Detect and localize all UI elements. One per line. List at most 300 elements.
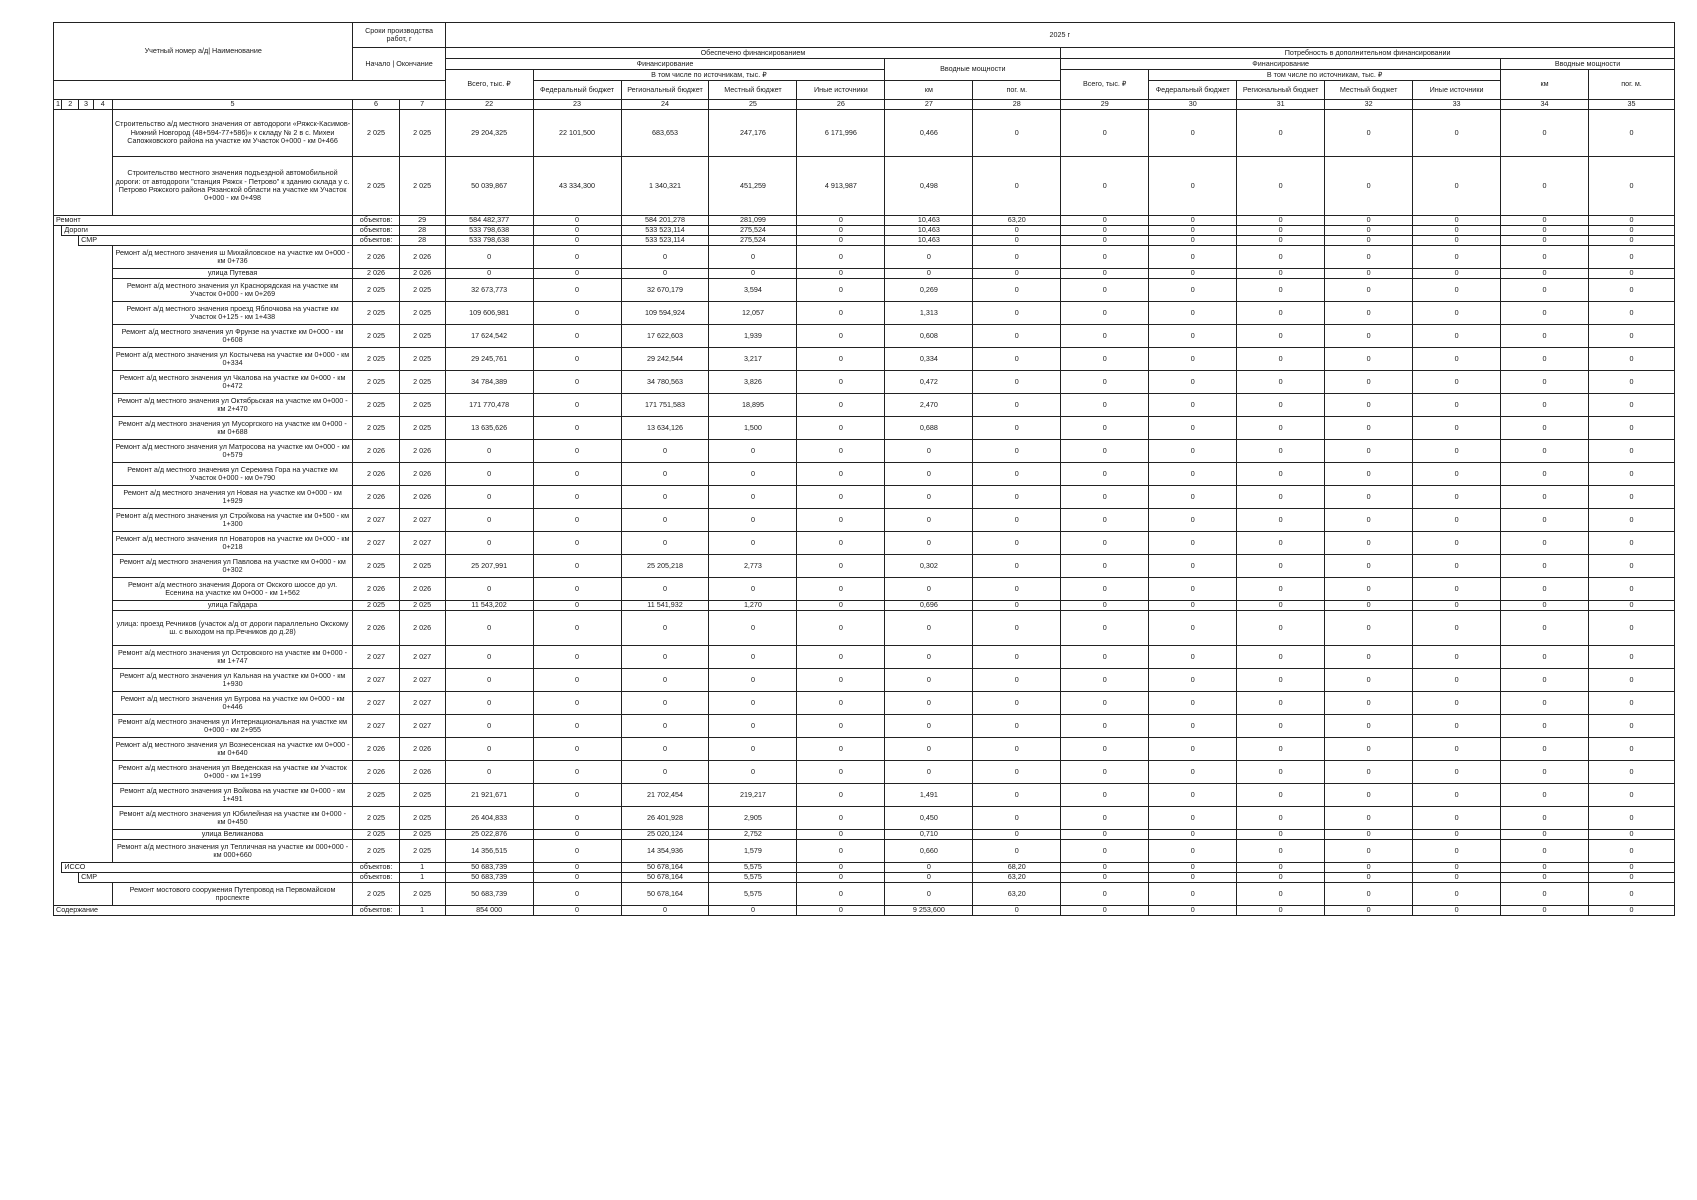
value-cell: 0: [1501, 646, 1589, 669]
need-total-header: Всего, тыс. ₽: [1061, 70, 1149, 100]
indent-cell: [54, 302, 113, 325]
value-cell: 0: [533, 555, 621, 578]
value-cell: 0: [885, 578, 973, 601]
value-cell: 0: [1149, 371, 1237, 394]
value-cell: 0: [797, 269, 885, 279]
value-cell: 0: [797, 226, 885, 236]
value-cell: 0: [973, 646, 1061, 669]
end-cell: 29: [399, 216, 445, 226]
start-cell: 2 025: [353, 883, 399, 906]
value-cell: 0: [1061, 883, 1149, 906]
table-row: [54, 578, 1675, 601]
value-cell: 3,826: [709, 371, 797, 394]
end-cell: 2 027: [399, 669, 445, 692]
value-cell: 0: [1325, 840, 1413, 863]
indent-cell: [54, 269, 113, 279]
indent-cell: [54, 279, 113, 302]
value-cell: 0: [1501, 830, 1589, 840]
start-cell: 2 025: [353, 417, 399, 440]
value-cell: 0: [1325, 738, 1413, 761]
value-cell: 0: [1325, 807, 1413, 830]
value-cell: 0: [533, 715, 621, 738]
value-cell: 0: [1325, 669, 1413, 692]
value-cell: 0: [885, 509, 973, 532]
value-cell: 1,313: [885, 302, 973, 325]
end-cell: 1: [399, 906, 445, 916]
value-cell: 0: [1413, 883, 1501, 906]
value-cell: 0: [1501, 738, 1589, 761]
value-cell: 0: [533, 236, 621, 246]
value-cell: 0: [1237, 611, 1325, 646]
start-cell: 2 025: [353, 110, 399, 157]
value-cell: 0: [621, 738, 709, 761]
value-cell: 0: [1413, 246, 1501, 269]
value-cell: 0: [1325, 236, 1413, 246]
secured-local-header: Местный бюджет: [709, 81, 797, 100]
value-cell: 0: [1589, 578, 1675, 601]
table-row: [54, 883, 1675, 906]
value-cell: 0: [1589, 325, 1675, 348]
value-cell: 0: [1325, 302, 1413, 325]
table-row: [54, 555, 1675, 578]
start-cell: 2 026: [353, 463, 399, 486]
end-cell: 2 027: [399, 692, 445, 715]
value-cell: 0: [445, 246, 533, 269]
value-cell: 0: [1149, 532, 1237, 555]
object-name: Ремонт а/д местного значения ул Войкова на участке км 0+000 - км 1+491: [112, 784, 353, 807]
value-cell: 0: [1237, 236, 1325, 246]
value-cell: 0: [445, 669, 533, 692]
value-cell: 0: [1413, 236, 1501, 246]
value-cell: 21 702,454: [621, 784, 709, 807]
indent-cell: [54, 417, 113, 440]
value-cell: 25 207,991: [445, 555, 533, 578]
value-cell: 0: [797, 348, 885, 371]
value-cell: 0: [1501, 509, 1589, 532]
col-number: 6: [353, 100, 399, 110]
value-cell: 0: [1149, 807, 1237, 830]
value-cell: 171 751,583: [621, 394, 709, 417]
value-cell: 219,217: [709, 784, 797, 807]
secured-financing-header: Финансирование: [445, 59, 885, 70]
value-cell: 0: [1061, 840, 1149, 863]
value-cell: 0: [1589, 863, 1675, 873]
value-cell: 0: [1501, 715, 1589, 738]
value-cell: 1,579: [709, 840, 797, 863]
value-cell: 0: [1061, 325, 1149, 348]
value-cell: 0: [1325, 532, 1413, 555]
value-cell: 0: [1237, 532, 1325, 555]
object-name: Ремонт а/д местного значения Дорога от Окского шоссе до ул. Есенина на участке км 0+000 - км 1+562: [112, 578, 353, 601]
value-cell: 0: [533, 669, 621, 692]
table-row: [54, 840, 1675, 863]
value-cell: 0: [1501, 226, 1589, 236]
table-row: [54, 611, 1675, 646]
start-cell: 2 025: [353, 279, 399, 302]
value-cell: 0: [445, 509, 533, 532]
col-number: 7: [399, 100, 445, 110]
value-cell: 0: [885, 440, 973, 463]
group-row: [54, 226, 1675, 236]
value-cell: 0: [445, 532, 533, 555]
value-cell: 0: [797, 440, 885, 463]
value-cell: 0: [1061, 417, 1149, 440]
value-cell: 0: [1149, 883, 1237, 906]
value-cell: 0: [1413, 906, 1501, 916]
indent-cell: [54, 692, 113, 715]
group-row: [54, 873, 1675, 883]
value-cell: 0: [621, 246, 709, 269]
value-cell: 0: [1501, 555, 1589, 578]
value-cell: 0: [973, 394, 1061, 417]
value-cell: 26 401,928: [621, 807, 709, 830]
value-cell: 0: [1501, 110, 1589, 157]
value-cell: 0: [973, 417, 1061, 440]
value-cell: 0: [973, 246, 1061, 269]
value-cell: 0: [1413, 532, 1501, 555]
value-cell: 0: [1061, 830, 1149, 840]
col-number: 29: [1061, 100, 1149, 110]
secured-other-header: Иные источники: [797, 81, 885, 100]
value-cell: 0: [797, 216, 885, 226]
value-cell: 0: [445, 486, 533, 509]
start-cell: объектов:: [353, 226, 399, 236]
value-cell: 0: [1413, 417, 1501, 440]
value-cell: 0: [1237, 807, 1325, 830]
indent-cell: [54, 873, 79, 883]
value-cell: 0: [533, 863, 621, 873]
value-cell: 0: [1413, 578, 1501, 601]
value-cell: 0: [621, 486, 709, 509]
table-row: [54, 715, 1675, 738]
start-cell: объектов:: [353, 906, 399, 916]
value-cell: 0: [1325, 761, 1413, 784]
group-row: [54, 216, 1675, 226]
value-cell: 0: [1237, 883, 1325, 906]
value-cell: 0: [1501, 669, 1589, 692]
value-cell: 0: [885, 463, 973, 486]
start-cell: 2 025: [353, 157, 399, 216]
value-cell: 0: [445, 440, 533, 463]
value-cell: 0: [797, 601, 885, 611]
value-cell: 0: [1501, 873, 1589, 883]
object-name: улица Путевая: [112, 269, 353, 279]
value-cell: 0: [973, 669, 1061, 692]
value-cell: 0: [797, 873, 885, 883]
end-cell: 2 025: [399, 601, 445, 611]
end-cell: 2 026: [399, 486, 445, 509]
value-cell: 1,270: [709, 601, 797, 611]
indent-cell: [54, 325, 113, 348]
value-cell: 0: [1237, 830, 1325, 840]
value-cell: 0: [1589, 761, 1675, 784]
value-cell: 0: [1061, 236, 1149, 246]
value-cell: 0: [1149, 863, 1237, 873]
value-cell: 0: [445, 463, 533, 486]
col-number: 25: [709, 100, 797, 110]
value-cell: 6 171,996: [797, 110, 885, 157]
indent-cell: [54, 863, 62, 873]
value-cell: 25 020,124: [621, 830, 709, 840]
value-cell: 10,463: [885, 226, 973, 236]
need-sources-header: В том числе по источникам, тыс. ₽: [1149, 70, 1501, 81]
indent-cell: [54, 611, 113, 646]
object-name: Ремонт а/д местного значения пл Новаторов на участке км 0+000 - км 0+218: [112, 532, 353, 555]
value-cell: 0: [1501, 440, 1589, 463]
value-cell: 0: [1149, 906, 1237, 916]
need-other-header: Иные источники: [1413, 81, 1501, 100]
value-cell: 10,463: [885, 236, 973, 246]
value-cell: 0: [1325, 157, 1413, 216]
value-cell: 0: [533, 784, 621, 807]
value-cell: 0: [1325, 279, 1413, 302]
secured-total-header: Всего, тыс. ₽: [445, 70, 533, 100]
value-cell: 0: [1237, 157, 1325, 216]
end-cell: 2 027: [399, 646, 445, 669]
value-cell: 0: [1149, 216, 1237, 226]
start-cell: 2 027: [353, 692, 399, 715]
value-cell: 0: [797, 246, 885, 269]
value-cell: 4 913,987: [797, 157, 885, 216]
secured-sources-header: В том числе по источникам, тыс. ₽: [533, 70, 885, 81]
end-cell: 2 025: [399, 830, 445, 840]
value-cell: 0: [1589, 807, 1675, 830]
end-cell: 2 025: [399, 371, 445, 394]
value-cell: 0: [885, 883, 973, 906]
secured-regional-header: Региональный бюджет: [621, 81, 709, 100]
value-cell: 0: [797, 509, 885, 532]
value-cell: 0: [533, 417, 621, 440]
value-cell: 0: [1325, 417, 1413, 440]
value-cell: 0: [533, 486, 621, 509]
end-cell: 2 026: [399, 440, 445, 463]
value-cell: 0: [1413, 216, 1501, 226]
value-cell: 0: [1501, 302, 1589, 325]
end-cell: 2 025: [399, 157, 445, 216]
value-cell: 0: [533, 371, 621, 394]
value-cell: 0: [1501, 279, 1589, 302]
start-cell: 2 025: [353, 371, 399, 394]
value-cell: 0: [1501, 883, 1589, 906]
value-cell: 0: [1149, 394, 1237, 417]
value-cell: 0: [1413, 157, 1501, 216]
value-cell: 0: [1061, 601, 1149, 611]
value-cell: 0: [533, 325, 621, 348]
indent-cell: [54, 669, 113, 692]
table-row: [54, 110, 1675, 157]
value-cell: 0: [1061, 246, 1149, 269]
value-cell: 0: [709, 532, 797, 555]
value-cell: 0: [1061, 486, 1149, 509]
value-cell: 0: [885, 669, 973, 692]
value-cell: 533 523,114: [621, 226, 709, 236]
value-cell: 0: [533, 463, 621, 486]
group-row: [54, 863, 1675, 873]
value-cell: 0: [533, 216, 621, 226]
value-cell: 63,20: [973, 873, 1061, 883]
value-cell: 0: [797, 669, 885, 692]
value-cell: 0: [1325, 873, 1413, 883]
value-cell: 0: [533, 246, 621, 269]
value-cell: 0: [973, 279, 1061, 302]
col-number: 27: [885, 100, 973, 110]
col-number: 2: [62, 100, 79, 110]
object-name: Ремонт а/д местного значения ул Тепличная на участке км 000+000 - км 000+660: [112, 840, 353, 863]
value-cell: 0: [1149, 440, 1237, 463]
end-cell: 1: [399, 873, 445, 883]
value-cell: 275,524: [709, 226, 797, 236]
value-cell: 0: [533, 348, 621, 371]
start-end-header: Начало | Окончание: [353, 48, 445, 81]
value-cell: 0: [621, 532, 709, 555]
value-cell: 0: [1149, 669, 1237, 692]
value-cell: 854 000: [445, 906, 533, 916]
value-cell: 22 101,500: [533, 110, 621, 157]
value-cell: 0: [1061, 692, 1149, 715]
table-row: [54, 463, 1675, 486]
value-cell: 0: [533, 873, 621, 883]
group-name: Дороги: [62, 226, 353, 236]
object-name: Ремонт а/д местного значения проезд Яблочкова на участке км Участок 0+125 - км 1+438: [112, 302, 353, 325]
value-cell: 0: [1325, 394, 1413, 417]
value-cell: 0: [621, 578, 709, 601]
object-name: Ремонт а/д местного значения ул Юбилейная на участке км 0+000 - км 0+450: [112, 807, 353, 830]
secured-pog-header: пог. м.: [973, 81, 1061, 100]
table-row: [54, 532, 1675, 555]
value-cell: 0: [1501, 761, 1589, 784]
value-cell: 0: [1589, 692, 1675, 715]
value-cell: 0: [1325, 348, 1413, 371]
value-cell: 0: [1061, 807, 1149, 830]
need-regional-header: Региональный бюджет: [1237, 81, 1325, 100]
value-cell: 584 482,377: [445, 216, 533, 226]
value-cell: 1,939: [709, 325, 797, 348]
value-cell: 5,575: [709, 873, 797, 883]
object-name: Ремонт а/д местного значения ул Чкалова на участке км 0+000 - км 0+472: [112, 371, 353, 394]
start-cell: 2 027: [353, 669, 399, 692]
value-cell: 0: [973, 692, 1061, 715]
value-cell: 0: [1149, 761, 1237, 784]
object-name: Ремонт а/д местного значения ул Краснорядская на участке км Участок 0+000 - км 0+269: [112, 279, 353, 302]
col-number: 34: [1501, 100, 1589, 110]
value-cell: 0: [973, 601, 1061, 611]
value-cell: 0: [973, 509, 1061, 532]
value-cell: 0,466: [885, 110, 973, 157]
start-cell: 2 027: [353, 646, 399, 669]
value-cell: 0: [1237, 761, 1325, 784]
indent-cell: [54, 157, 113, 216]
need-pog-header: пог. м.: [1589, 70, 1675, 100]
value-cell: 533 798,638: [445, 226, 533, 236]
value-cell: 0: [1589, 509, 1675, 532]
value-cell: 0: [1149, 279, 1237, 302]
start-cell: 2 025: [353, 601, 399, 611]
value-cell: 50 039,867: [445, 157, 533, 216]
value-cell: 0: [621, 269, 709, 279]
value-cell: 0: [885, 532, 973, 555]
end-cell: 2 025: [399, 394, 445, 417]
value-cell: 0: [1061, 532, 1149, 555]
value-cell: 0: [1149, 509, 1237, 532]
value-cell: 0: [1589, 784, 1675, 807]
value-cell: 0: [885, 873, 973, 883]
value-cell: 0: [1501, 325, 1589, 348]
end-cell: 2 025: [399, 807, 445, 830]
value-cell: 0: [533, 279, 621, 302]
need-federal-header: Федеральный бюджет: [1149, 81, 1237, 100]
value-cell: 0: [1589, 669, 1675, 692]
value-cell: 0: [1325, 906, 1413, 916]
value-cell: 0: [797, 646, 885, 669]
value-cell: 2,470: [885, 394, 973, 417]
value-cell: 0: [797, 692, 885, 715]
value-cell: 0: [1061, 715, 1149, 738]
object-name: Ремонт а/д местного значения ул Костычева на участке км 0+000 - км 0+334: [112, 348, 353, 371]
value-cell: 0: [1149, 325, 1237, 348]
group-name: СМР: [79, 236, 353, 246]
value-cell: 0: [1149, 110, 1237, 157]
value-cell: 0: [1325, 830, 1413, 840]
value-cell: 0: [445, 715, 533, 738]
end-cell: 2 025: [399, 325, 445, 348]
value-cell: 0: [621, 440, 709, 463]
value-cell: 5,575: [709, 863, 797, 873]
group-name: Ремонт: [54, 216, 353, 226]
value-cell: 0: [797, 555, 885, 578]
object-name: Ремонт а/д местного значения ул Павлова на участке км 0+000 - км 0+302: [112, 555, 353, 578]
value-cell: 0: [1589, 646, 1675, 669]
value-cell: 0,688: [885, 417, 973, 440]
value-cell: 0: [1237, 863, 1325, 873]
value-cell: 0: [885, 269, 973, 279]
value-cell: 0: [973, 830, 1061, 840]
value-cell: 0: [1501, 417, 1589, 440]
value-cell: 0: [973, 302, 1061, 325]
value-cell: 0: [1501, 371, 1589, 394]
value-cell: 5,575: [709, 883, 797, 906]
value-cell: 0: [1589, 246, 1675, 269]
budget-sheet: [53, 22, 1675, 916]
table-row: [54, 807, 1675, 830]
object-name: улица Великанова: [112, 830, 353, 840]
start-cell: 2 025: [353, 807, 399, 830]
value-cell: 0: [1149, 348, 1237, 371]
value-cell: 171 770,478: [445, 394, 533, 417]
value-cell: 0: [533, 807, 621, 830]
col-number: 28: [973, 100, 1061, 110]
value-cell: 0: [1501, 906, 1589, 916]
value-cell: 0: [885, 738, 973, 761]
value-cell: 0: [533, 601, 621, 611]
value-cell: 0: [973, 440, 1061, 463]
value-cell: 0: [973, 486, 1061, 509]
value-cell: 0: [1237, 440, 1325, 463]
value-cell: 0,334: [885, 348, 973, 371]
table-row: [54, 761, 1675, 784]
value-cell: 0: [1061, 906, 1149, 916]
object-name: Ремонт а/д местного значения ул Бугрова на участке км 0+000 - км 0+446: [112, 692, 353, 715]
value-cell: 0: [1589, 371, 1675, 394]
end-cell: 2 025: [399, 555, 445, 578]
value-cell: 0: [445, 646, 533, 669]
value-cell: 0: [533, 611, 621, 646]
value-cell: 1,500: [709, 417, 797, 440]
value-cell: 0: [1149, 738, 1237, 761]
start-cell: объектов:: [353, 236, 399, 246]
value-cell: 0: [1413, 601, 1501, 611]
value-cell: 0: [973, 226, 1061, 236]
value-cell: 0: [1589, 715, 1675, 738]
